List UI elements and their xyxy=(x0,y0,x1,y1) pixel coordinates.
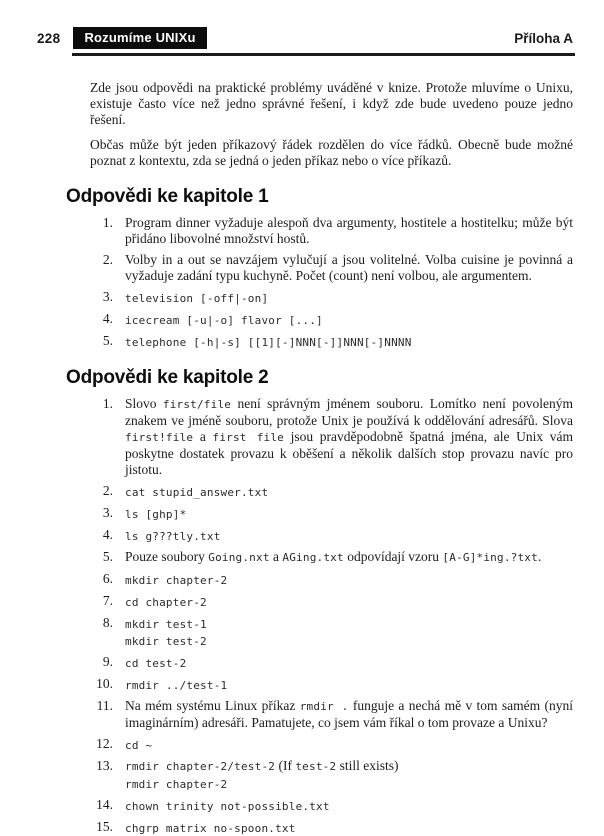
text-run: Pouze soubory xyxy=(125,548,209,564)
item-number: 1. xyxy=(102,395,113,411)
list-item xyxy=(66,505,573,522)
text-run: není správným jménem souboru. Lomítko není povoleným znakem ve jméně souboru, protože Unix je používá k oddělování adresářů. Slova xyxy=(125,395,573,428)
item-line xyxy=(125,676,573,693)
item-line xyxy=(125,252,573,284)
item-line xyxy=(125,289,573,306)
list-item xyxy=(66,819,573,836)
item-number: 5. xyxy=(102,548,113,564)
item-line xyxy=(125,736,573,753)
item-number: 6. xyxy=(102,570,113,586)
item-number: 14. xyxy=(96,796,113,812)
text-run: odpovídají vzoru xyxy=(343,548,443,564)
item-content xyxy=(125,593,573,610)
item-line xyxy=(125,505,573,522)
item-number: 8. xyxy=(102,614,113,630)
code-run: test-2 xyxy=(295,759,337,773)
code-run: rmdir . xyxy=(299,699,349,713)
section-label: Příloha A xyxy=(514,30,573,46)
code-run: first!file xyxy=(125,430,194,444)
code-run: mkdir test-2 xyxy=(125,634,207,648)
intro-paragraph-2: Občas může být jeden příkazový řádek rozdělen do více řádků. Obecně bude možné poznat z kontextu, zda se jedná o jeden příkaz nebo o více příkazů. xyxy=(90,136,573,168)
item-line xyxy=(125,797,573,814)
item-content xyxy=(125,396,573,478)
item-content xyxy=(125,483,573,500)
intro-paragraph-1: Zde jsou odpovědi na praktické problémy uváděné v knize. Protože mluvíme o Unixu, existuje často více než jedno správné řešení, i když zde bude uvedeno pouze jedno řešení. xyxy=(90,79,573,127)
code-run: cd test-2 xyxy=(125,656,187,670)
item-number: 13. xyxy=(96,757,113,773)
item-line xyxy=(125,615,573,632)
list-item xyxy=(66,215,573,247)
text-run: Na mém systému Linux příkaz xyxy=(125,697,300,713)
text-run: Volby in a out se navzájem vylučují a jsou volitelné. Volba cuisine je povinná a vyžaduje zadání typu kuchyně. Počet (count) není volbou, ale argumentem. xyxy=(125,251,573,283)
item-content xyxy=(125,215,573,247)
code-run: Going.nxt xyxy=(208,550,270,564)
list-item xyxy=(66,571,573,588)
item-line xyxy=(125,698,573,731)
item-number: 10. xyxy=(96,675,113,691)
item-content xyxy=(125,698,573,731)
code-run: first/file xyxy=(162,397,232,411)
code-run: AGing.txt xyxy=(282,550,344,564)
code-run: chown trinity not-possible.txt xyxy=(125,799,330,813)
code-run: cat stupid_answer.txt xyxy=(125,485,269,499)
text-run: (If xyxy=(275,757,296,773)
code-run: chgrp matrix no-spoon.txt xyxy=(125,821,296,835)
item-number: 1. xyxy=(102,214,113,230)
item-content xyxy=(125,549,573,566)
item-content xyxy=(125,676,573,693)
list-item xyxy=(66,483,573,500)
item-line xyxy=(125,483,573,500)
item-line xyxy=(125,654,573,671)
item-line xyxy=(125,632,573,649)
code-run: rmdir ../test-1 xyxy=(125,678,228,692)
code-run: mkdir chapter-2 xyxy=(125,573,228,587)
code-run: [A-G]*ing.?txt xyxy=(442,550,538,564)
chapter1-list xyxy=(66,215,573,350)
text-run: Program dinner vyžaduje alespoň dva argumenty, hostitele a hostitelku; může být přidáno libovolné množství hostů. xyxy=(125,214,573,246)
text-run: jsou pravděpodobně špatná jména, ale Unix vám poskytne dostatek provazu k oběšení a několik dalších stop provazu navíc pro jistotu. xyxy=(125,428,573,477)
item-number: 9. xyxy=(102,653,113,669)
code-run: ls [ghp]* xyxy=(125,507,187,521)
item-number: 4. xyxy=(102,526,113,542)
item-number: 7. xyxy=(102,592,113,608)
text-run: . xyxy=(537,548,542,564)
item-number: 2. xyxy=(102,251,113,267)
list-item xyxy=(66,698,573,731)
code-run: ls g???tly.txt xyxy=(125,529,221,543)
item-line xyxy=(125,571,573,588)
list-item xyxy=(66,736,573,753)
item-line xyxy=(125,549,573,566)
list-item xyxy=(66,252,573,284)
page-content xyxy=(66,80,573,836)
item-content xyxy=(125,252,573,284)
list-item xyxy=(66,593,573,610)
item-content xyxy=(125,615,573,649)
item-line xyxy=(125,819,573,836)
item-content xyxy=(125,819,573,836)
item-content xyxy=(125,758,573,792)
text-run: funguje a nechá mě v tom samém (nyní imaginárním) adresáři. Pamatujete, co jsem vám říkal o tom provaze a Unixu? xyxy=(125,697,574,730)
header-rule xyxy=(72,53,575,56)
code-run: telephone [-h|-s] [[1][-]NNN[-]]NNN[-]NNNN xyxy=(125,335,412,349)
code-run: television [-off|-on] xyxy=(125,291,269,305)
list-item xyxy=(66,311,573,328)
page-number: 228 xyxy=(37,30,61,46)
item-line xyxy=(125,758,573,775)
item-line xyxy=(125,527,573,544)
list-item xyxy=(66,527,573,544)
chapter-1-heading: Odpovědi ke kapitole 1 xyxy=(66,185,269,207)
item-content xyxy=(125,333,573,350)
item-line xyxy=(125,333,573,350)
item-content xyxy=(125,797,573,814)
item-content xyxy=(125,505,573,522)
code-run: rmdir chapter-2/test-2 xyxy=(125,759,276,773)
list-item xyxy=(66,797,573,814)
list-item xyxy=(66,289,573,306)
code-run: cd ~ xyxy=(125,738,153,752)
item-line xyxy=(125,593,573,610)
item-content xyxy=(125,654,573,671)
item-line xyxy=(125,215,573,247)
item-content xyxy=(125,571,573,588)
list-item xyxy=(66,615,573,649)
item-content xyxy=(125,311,573,328)
item-line xyxy=(125,396,573,478)
code-run: cd chapter-2 xyxy=(125,595,207,609)
code-run: mkdir test-1 xyxy=(125,617,207,631)
item-number: 15. xyxy=(96,818,113,834)
item-line xyxy=(125,775,573,792)
item-number: 4. xyxy=(102,310,113,326)
item-number: 2. xyxy=(102,482,113,498)
item-content xyxy=(125,289,573,306)
item-number: 12. xyxy=(96,735,113,751)
text-run: still exists) xyxy=(336,757,399,773)
list-item xyxy=(66,333,573,350)
item-line xyxy=(125,311,573,328)
code-run: first file xyxy=(212,430,284,444)
chapter-2-heading: Odpovědi ke kapitole 2 xyxy=(66,366,269,388)
page-header xyxy=(0,0,604,49)
item-content xyxy=(125,527,573,544)
list-item xyxy=(66,654,573,671)
list-item xyxy=(66,396,573,478)
list-item xyxy=(66,549,573,566)
item-number: 3. xyxy=(102,288,113,304)
text-run: Slovo xyxy=(125,395,163,411)
list-item xyxy=(66,758,573,792)
item-number: 11. xyxy=(96,697,113,713)
text-run: a xyxy=(193,428,213,444)
chapter2-list xyxy=(66,396,573,836)
list-item xyxy=(66,676,573,693)
code-run: icecream [-u|-o] flavor [...] xyxy=(125,313,323,327)
item-number: 3. xyxy=(102,504,113,520)
item-number: 5. xyxy=(102,332,113,348)
book-title-badge: Rozumíme UNIXu xyxy=(73,27,206,49)
text-run: a xyxy=(269,548,283,564)
item-content xyxy=(125,736,573,753)
code-run: rmdir chapter-2 xyxy=(125,777,228,791)
